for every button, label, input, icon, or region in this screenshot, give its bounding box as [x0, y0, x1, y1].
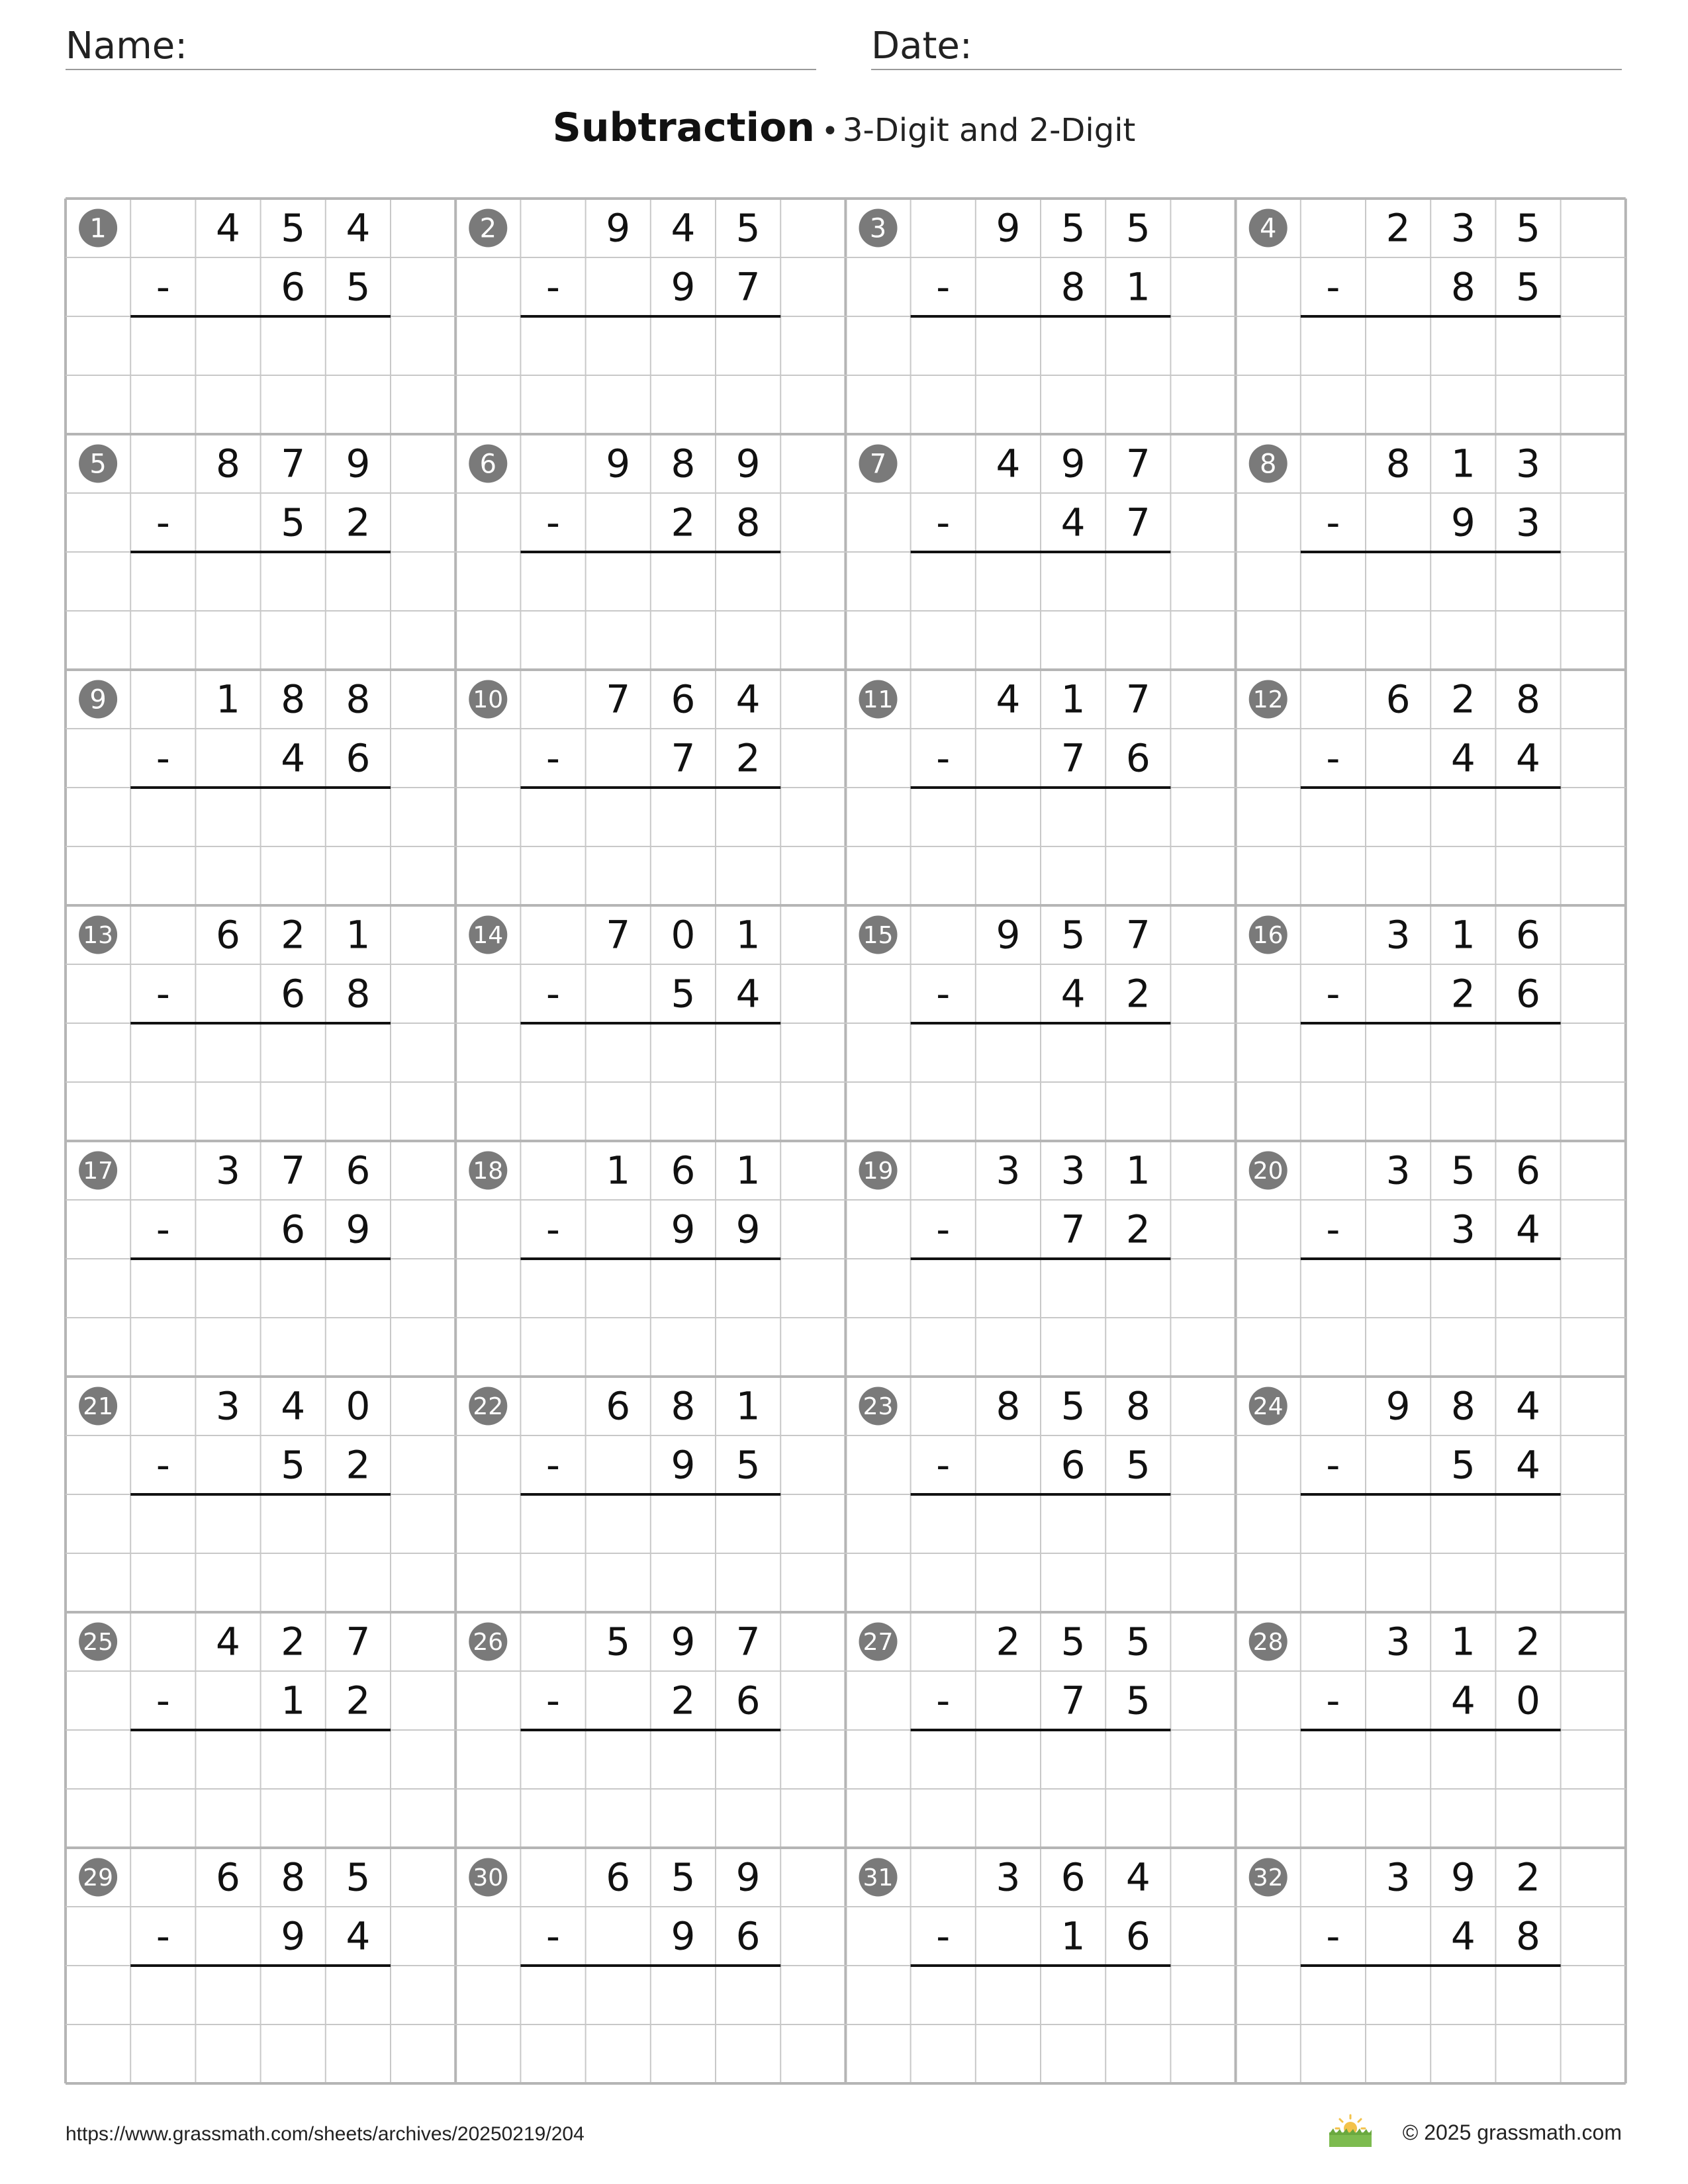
- answer-area[interactable]: [911, 552, 1171, 670]
- problem-number: 30: [473, 1864, 504, 1891]
- problem-number: 21: [83, 1393, 114, 1420]
- minuend-digit: 8: [671, 441, 696, 486]
- minuend-digit: 8: [1125, 1383, 1150, 1429]
- minuend-digit: 8: [671, 1383, 696, 1429]
- problem-number: 27: [863, 1629, 894, 1656]
- subtrahend-digit: 4: [1060, 971, 1086, 1017]
- minus-sign: -: [546, 1442, 560, 1488]
- subtrahend-digit: 6: [1516, 971, 1540, 1017]
- subtrahend-digit: 8: [346, 971, 371, 1017]
- problem-number: 12: [1252, 686, 1284, 713]
- minuend-digit: 4: [1516, 1383, 1540, 1429]
- answer-area[interactable]: [130, 1023, 391, 1141]
- problem-number: 8: [1259, 449, 1277, 480]
- subtrahend-digit: 6: [1125, 735, 1150, 781]
- answer-area[interactable]: [1301, 552, 1561, 670]
- subtrahend-digit: 1: [1125, 264, 1150, 310]
- answer-area[interactable]: [520, 788, 780, 905]
- minuend-digit: 6: [1516, 912, 1540, 958]
- answer-area[interactable]: [911, 1966, 1171, 2083]
- minuend-digit: 3: [216, 1383, 240, 1429]
- minuend-digit: 8: [996, 1383, 1021, 1429]
- problem-number: 29: [83, 1864, 114, 1891]
- subtrahend-digit: 5: [1125, 1678, 1150, 1723]
- subtrahend-digit: 9: [671, 1206, 696, 1252]
- minuend-digit: 6: [1060, 1854, 1086, 1900]
- minus-sign: -: [546, 500, 560, 545]
- minuend-digit: 8: [346, 676, 371, 722]
- minuend-digit: 5: [1060, 1619, 1086, 1664]
- subtrahend-digit: 2: [1450, 971, 1476, 1017]
- minuend-digit: 5: [1125, 1619, 1150, 1664]
- problem-number: 17: [83, 1158, 114, 1185]
- subtrahend-digit: 4: [735, 971, 761, 1017]
- subtrahend-digit: 4: [1450, 735, 1476, 781]
- minuend-digit: 5: [1060, 205, 1086, 251]
- minuend-digit: 7: [606, 676, 631, 722]
- minuend-digit: 7: [606, 912, 631, 958]
- problem-number: 20: [1252, 1158, 1284, 1185]
- subtitle-text: 3-Digit and 2-Digit: [842, 112, 1136, 149]
- minuend-digit: 4: [735, 676, 761, 722]
- subtrahend-digit: 6: [735, 1678, 761, 1723]
- minuend-digit: 3: [996, 1148, 1021, 1193]
- problem-number: 32: [1252, 1864, 1284, 1891]
- minuend-digit: 2: [996, 1619, 1021, 1664]
- minuend-digit: 1: [606, 1148, 631, 1193]
- minus-sign: -: [1326, 500, 1340, 545]
- minus-sign: -: [936, 1913, 951, 1959]
- answer-area[interactable]: [1301, 788, 1561, 905]
- answer-area[interactable]: [911, 1259, 1171, 1377]
- answer-area[interactable]: [130, 316, 391, 434]
- minuend-digit: 7: [1125, 676, 1150, 722]
- problem-number: 19: [863, 1158, 894, 1185]
- answer-area[interactable]: [130, 552, 391, 670]
- subtrahend-digit: 5: [1516, 264, 1540, 310]
- minuend-digit: 2: [281, 1619, 306, 1664]
- minus-sign: -: [1326, 1442, 1340, 1488]
- problem-number: 3: [869, 213, 887, 244]
- minuend-digit: 3: [1385, 912, 1411, 958]
- minus-sign: -: [936, 735, 951, 781]
- minuend-digit: 1: [735, 912, 761, 958]
- minuend-digit: 1: [735, 1148, 761, 1193]
- problem-number: 26: [473, 1629, 504, 1656]
- minuend-digit: 1: [1060, 676, 1086, 722]
- minuend-digit: 1: [1125, 1148, 1150, 1193]
- minuend-digit: 7: [735, 1619, 761, 1664]
- minuend-digit: 9: [1385, 1383, 1411, 1429]
- answer-area[interactable]: [520, 1966, 780, 2083]
- minus-sign: -: [936, 971, 951, 1017]
- minus-sign: -: [1326, 1206, 1340, 1252]
- answer-area[interactable]: [911, 788, 1171, 905]
- minus-sign: -: [936, 264, 951, 310]
- minuend-digit: 9: [1450, 1854, 1476, 1900]
- subtrahend-digit: 8: [1516, 1913, 1540, 1959]
- problem-number: 2: [479, 213, 497, 244]
- minuend-digit: 6: [671, 1148, 696, 1193]
- minus-sign: -: [156, 1678, 170, 1723]
- minuend-digit: 3: [216, 1148, 240, 1193]
- minuend-digit: 9: [735, 1854, 761, 1900]
- minus-sign: -: [936, 1442, 951, 1488]
- minuend-digit: 4: [996, 676, 1021, 722]
- subtrahend-digit: 5: [1450, 1442, 1476, 1488]
- subtrahend-digit: 1: [281, 1678, 306, 1723]
- subtrahend-digit: 4: [346, 1913, 371, 1959]
- subtrahend-digit: 7: [1060, 1678, 1086, 1723]
- minus-sign: -: [156, 264, 170, 310]
- problem-number: 22: [473, 1393, 504, 1420]
- date-label: Date:: [871, 24, 972, 68]
- subtrahend-digit: 2: [671, 500, 696, 545]
- answer-area[interactable]: [1301, 1966, 1561, 2083]
- problem-number: 24: [1252, 1393, 1284, 1420]
- subtrahend-digit: 4: [281, 735, 306, 781]
- problem-number: 1: [89, 213, 107, 244]
- minuend-digit: 8: [1516, 676, 1540, 722]
- minuend-digit: 6: [346, 1148, 371, 1193]
- minus-sign: -: [156, 1442, 170, 1488]
- subtrahend-digit: 2: [1125, 1206, 1150, 1252]
- subtrahend-digit: 2: [735, 735, 761, 781]
- minus-sign: -: [546, 264, 560, 310]
- problem-number: 10: [473, 686, 504, 713]
- answer-area[interactable]: [1301, 1730, 1561, 1848]
- minuend-digit: 4: [216, 1619, 240, 1664]
- subtrahend-digit: 6: [346, 735, 371, 781]
- answer-area[interactable]: [911, 1730, 1171, 1848]
- grass-sun-logo-icon: [1328, 2111, 1373, 2150]
- minuend-digit: 3: [1060, 1148, 1086, 1193]
- answer-area[interactable]: [1301, 1259, 1561, 1377]
- subtrahend-digit: 3: [1516, 500, 1540, 545]
- subtrahend-digit: 2: [346, 1442, 371, 1488]
- minuend-digit: 3: [1385, 1854, 1411, 1900]
- subtrahend-digit: 7: [1060, 1206, 1086, 1252]
- minuend-digit: 2: [1450, 676, 1476, 722]
- minuend-digit: 5: [1516, 205, 1540, 251]
- minus-sign: -: [936, 1678, 951, 1723]
- footer-url: https://www.grassmath.com/sheets/archives/20250219/204: [66, 2123, 585, 2145]
- answer-area[interactable]: [520, 1494, 780, 1612]
- minus-sign: -: [1326, 971, 1340, 1017]
- subtrahend-digit: 8: [735, 500, 761, 545]
- subtrahend-digit: 8: [1450, 264, 1476, 310]
- minuend-digit: 8: [216, 441, 240, 486]
- subtrahend-digit: 1: [1060, 1913, 1086, 1959]
- minuend-digit: 6: [606, 1383, 631, 1429]
- subtrahend-digit: 9: [1450, 500, 1476, 545]
- problem-number: 14: [473, 922, 504, 949]
- answer-area[interactable]: [130, 1259, 391, 1377]
- answer-area[interactable]: [1301, 316, 1561, 434]
- minuend-digit: 8: [281, 676, 306, 722]
- minuend-digit: 4: [346, 205, 371, 251]
- subtrahend-digit: 5: [735, 1442, 761, 1488]
- problem-number: 6: [479, 449, 497, 480]
- minuend-digit: 1: [346, 912, 371, 958]
- minus-sign: -: [936, 1206, 951, 1252]
- answer-area[interactable]: [911, 1023, 1171, 1141]
- subtrahend-digit: 4: [1450, 1913, 1476, 1959]
- minus-sign: -: [546, 735, 560, 781]
- subtrahend-digit: 9: [735, 1206, 761, 1252]
- minuend-digit: 4: [281, 1383, 306, 1429]
- title-bullet: •: [821, 114, 839, 148]
- subtrahend-digit: 6: [1060, 1442, 1086, 1488]
- minuend-digit: 6: [216, 912, 240, 958]
- minuend-digit: 7: [346, 1619, 371, 1664]
- subtrahend-digit: 0: [1516, 1678, 1540, 1723]
- minuend-digit: 2: [1385, 205, 1411, 251]
- answer-area[interactable]: [520, 552, 780, 670]
- subtrahend-digit: 5: [346, 264, 371, 310]
- answer-area[interactable]: [130, 1966, 391, 2083]
- minuend-digit: 3: [996, 1854, 1021, 1900]
- answer-area[interactable]: [520, 316, 780, 434]
- subtrahend-digit: 9: [671, 1913, 696, 1959]
- subtrahend-digit: 6: [281, 264, 306, 310]
- minuend-digit: 9: [606, 441, 631, 486]
- subtrahend-digit: 7: [671, 735, 696, 781]
- problem-number: 11: [863, 686, 894, 713]
- minus-sign: -: [156, 500, 170, 545]
- subtrahend-digit: 6: [281, 971, 306, 1017]
- minus-sign: -: [546, 1206, 560, 1252]
- minuend-digit: 9: [735, 441, 761, 486]
- problem-number: 4: [1259, 213, 1277, 244]
- subtrahend-digit: 7: [735, 264, 761, 310]
- minuend-digit: 2: [1516, 1619, 1540, 1664]
- footer-copyright: © 2025 grassmath.com: [1402, 2120, 1622, 2144]
- minuend-digit: 5: [1125, 205, 1150, 251]
- subtrahend-digit: 4: [1060, 500, 1086, 545]
- minuend-digit: 5: [1450, 1148, 1476, 1193]
- problem-number: 9: [89, 684, 107, 715]
- subtrahend-digit: 4: [1516, 1442, 1540, 1488]
- subtrahend-digit: 2: [346, 500, 371, 545]
- subtrahend-digit: 9: [346, 1206, 371, 1252]
- subtrahend-digit: 9: [281, 1913, 306, 1959]
- subtrahend-digit: 5: [1125, 1442, 1150, 1488]
- answer-area[interactable]: [911, 316, 1171, 434]
- minuend-digit: 8: [281, 1854, 306, 1900]
- minus-sign: -: [546, 1913, 560, 1959]
- minuend-digit: 7: [281, 1148, 306, 1193]
- title-text: Subtraction: [552, 105, 816, 151]
- minuend-digit: 5: [346, 1854, 371, 1900]
- minuend-digit: 9: [671, 1619, 696, 1664]
- minuend-digit: 4: [1125, 1854, 1150, 1900]
- subtrahend-digit: 6: [1125, 1913, 1150, 1959]
- minuend-digit: 2: [281, 912, 306, 958]
- minus-sign: -: [156, 1913, 170, 1959]
- minus-sign: -: [156, 971, 170, 1017]
- minuend-digit: 3: [1385, 1619, 1411, 1664]
- answer-area[interactable]: [1301, 1494, 1561, 1612]
- minuend-digit: 6: [1385, 676, 1411, 722]
- answer-area[interactable]: [130, 1494, 391, 1612]
- minus-sign: -: [156, 735, 170, 781]
- answer-area[interactable]: [520, 1730, 780, 1848]
- minuend-digit: 1: [735, 1383, 761, 1429]
- minuend-digit: 9: [346, 441, 371, 486]
- subtrahend-digit: 5: [671, 971, 696, 1017]
- minuend-digit: 8: [1385, 441, 1411, 486]
- minuend-digit: 1: [216, 676, 240, 722]
- answer-area[interactable]: [130, 1730, 391, 1848]
- answer-area[interactable]: [520, 1259, 780, 1377]
- minuend-digit: 5: [606, 1619, 631, 1664]
- minuend-digit: 9: [996, 205, 1021, 251]
- subtrahend-digit: 5: [281, 500, 306, 545]
- subtrahend-digit: 2: [1125, 971, 1150, 1017]
- minus-sign: -: [546, 1678, 560, 1723]
- subtrahend-digit: 3: [1450, 1206, 1476, 1252]
- minus-sign: -: [546, 971, 560, 1017]
- name-label: Name:: [66, 24, 188, 68]
- minuend-digit: 3: [1385, 1148, 1411, 1193]
- subtrahend-digit: 9: [671, 1442, 696, 1488]
- minuend-digit: 1: [1450, 1619, 1476, 1664]
- minuend-digit: 9: [1060, 441, 1086, 486]
- minuend-digit: 0: [346, 1383, 371, 1429]
- problem-number: 25: [83, 1629, 114, 1656]
- answer-area[interactable]: [130, 788, 391, 905]
- minus-sign: -: [156, 1206, 170, 1252]
- minuend-digit: 8: [1450, 1383, 1476, 1429]
- subtrahend-digit: 6: [735, 1913, 761, 1959]
- minuend-digit: 4: [671, 205, 696, 251]
- answer-area[interactable]: [911, 1494, 1171, 1612]
- minuend-digit: 0: [671, 912, 696, 958]
- minuend-digit: 9: [996, 912, 1021, 958]
- subtrahend-digit: 2: [346, 1678, 371, 1723]
- minuend-digit: 7: [1125, 441, 1150, 486]
- problem-number: 15: [863, 922, 894, 949]
- subtrahend-digit: 7: [1125, 500, 1150, 545]
- minuend-digit: 5: [1060, 912, 1086, 958]
- minus-sign: -: [1326, 1913, 1340, 1959]
- minuend-digit: 2: [1516, 1854, 1540, 1900]
- problem-number: 28: [1252, 1629, 1284, 1656]
- problem-number: 7: [869, 449, 887, 480]
- minuend-digit: 3: [1516, 441, 1540, 486]
- minuend-digit: 6: [671, 676, 696, 722]
- subtrahend-digit: 9: [671, 264, 696, 310]
- minuend-digit: 5: [1060, 1383, 1086, 1429]
- minus-sign: -: [1326, 1678, 1340, 1723]
- subtrahend-digit: 4: [1516, 735, 1540, 781]
- minuend-digit: 9: [606, 205, 631, 251]
- minuend-digit: 6: [606, 1854, 631, 1900]
- answer-area[interactable]: [520, 1023, 780, 1141]
- problem-number: 18: [473, 1158, 504, 1185]
- minuend-digit: 4: [216, 205, 240, 251]
- minuend-digit: 7: [281, 441, 306, 486]
- minuend-digit: 7: [1125, 912, 1150, 958]
- subtrahend-digit: 2: [671, 1678, 696, 1723]
- minus-sign: -: [1326, 264, 1340, 310]
- minuend-digit: 4: [996, 441, 1021, 486]
- minuend-digit: 5: [671, 1854, 696, 1900]
- subtrahend-digit: 4: [1516, 1206, 1540, 1252]
- minuend-digit: 1: [1450, 441, 1476, 486]
- problem-number: 16: [1252, 922, 1284, 949]
- subtrahend-digit: 6: [281, 1206, 306, 1252]
- problem-number: 5: [89, 449, 107, 480]
- minuend-digit: 6: [1516, 1148, 1540, 1193]
- minuend-digit: 5: [735, 205, 761, 251]
- answer-area[interactable]: [1301, 1023, 1561, 1141]
- minus-sign: -: [936, 500, 951, 545]
- minuend-digit: 1: [1450, 912, 1476, 958]
- problem-number: 13: [83, 922, 114, 949]
- subtrahend-digit: 4: [1450, 1678, 1476, 1723]
- minuend-digit: 3: [1450, 205, 1476, 251]
- subtrahend-digit: 7: [1060, 735, 1086, 781]
- problem-number: 31: [863, 1864, 894, 1891]
- subtrahend-digit: 5: [281, 1442, 306, 1488]
- minuend-digit: 6: [216, 1854, 240, 1900]
- minus-sign: -: [1326, 735, 1340, 781]
- minuend-digit: 5: [281, 205, 306, 251]
- subtrahend-digit: 8: [1060, 264, 1086, 310]
- problem-number: 23: [863, 1393, 894, 1420]
